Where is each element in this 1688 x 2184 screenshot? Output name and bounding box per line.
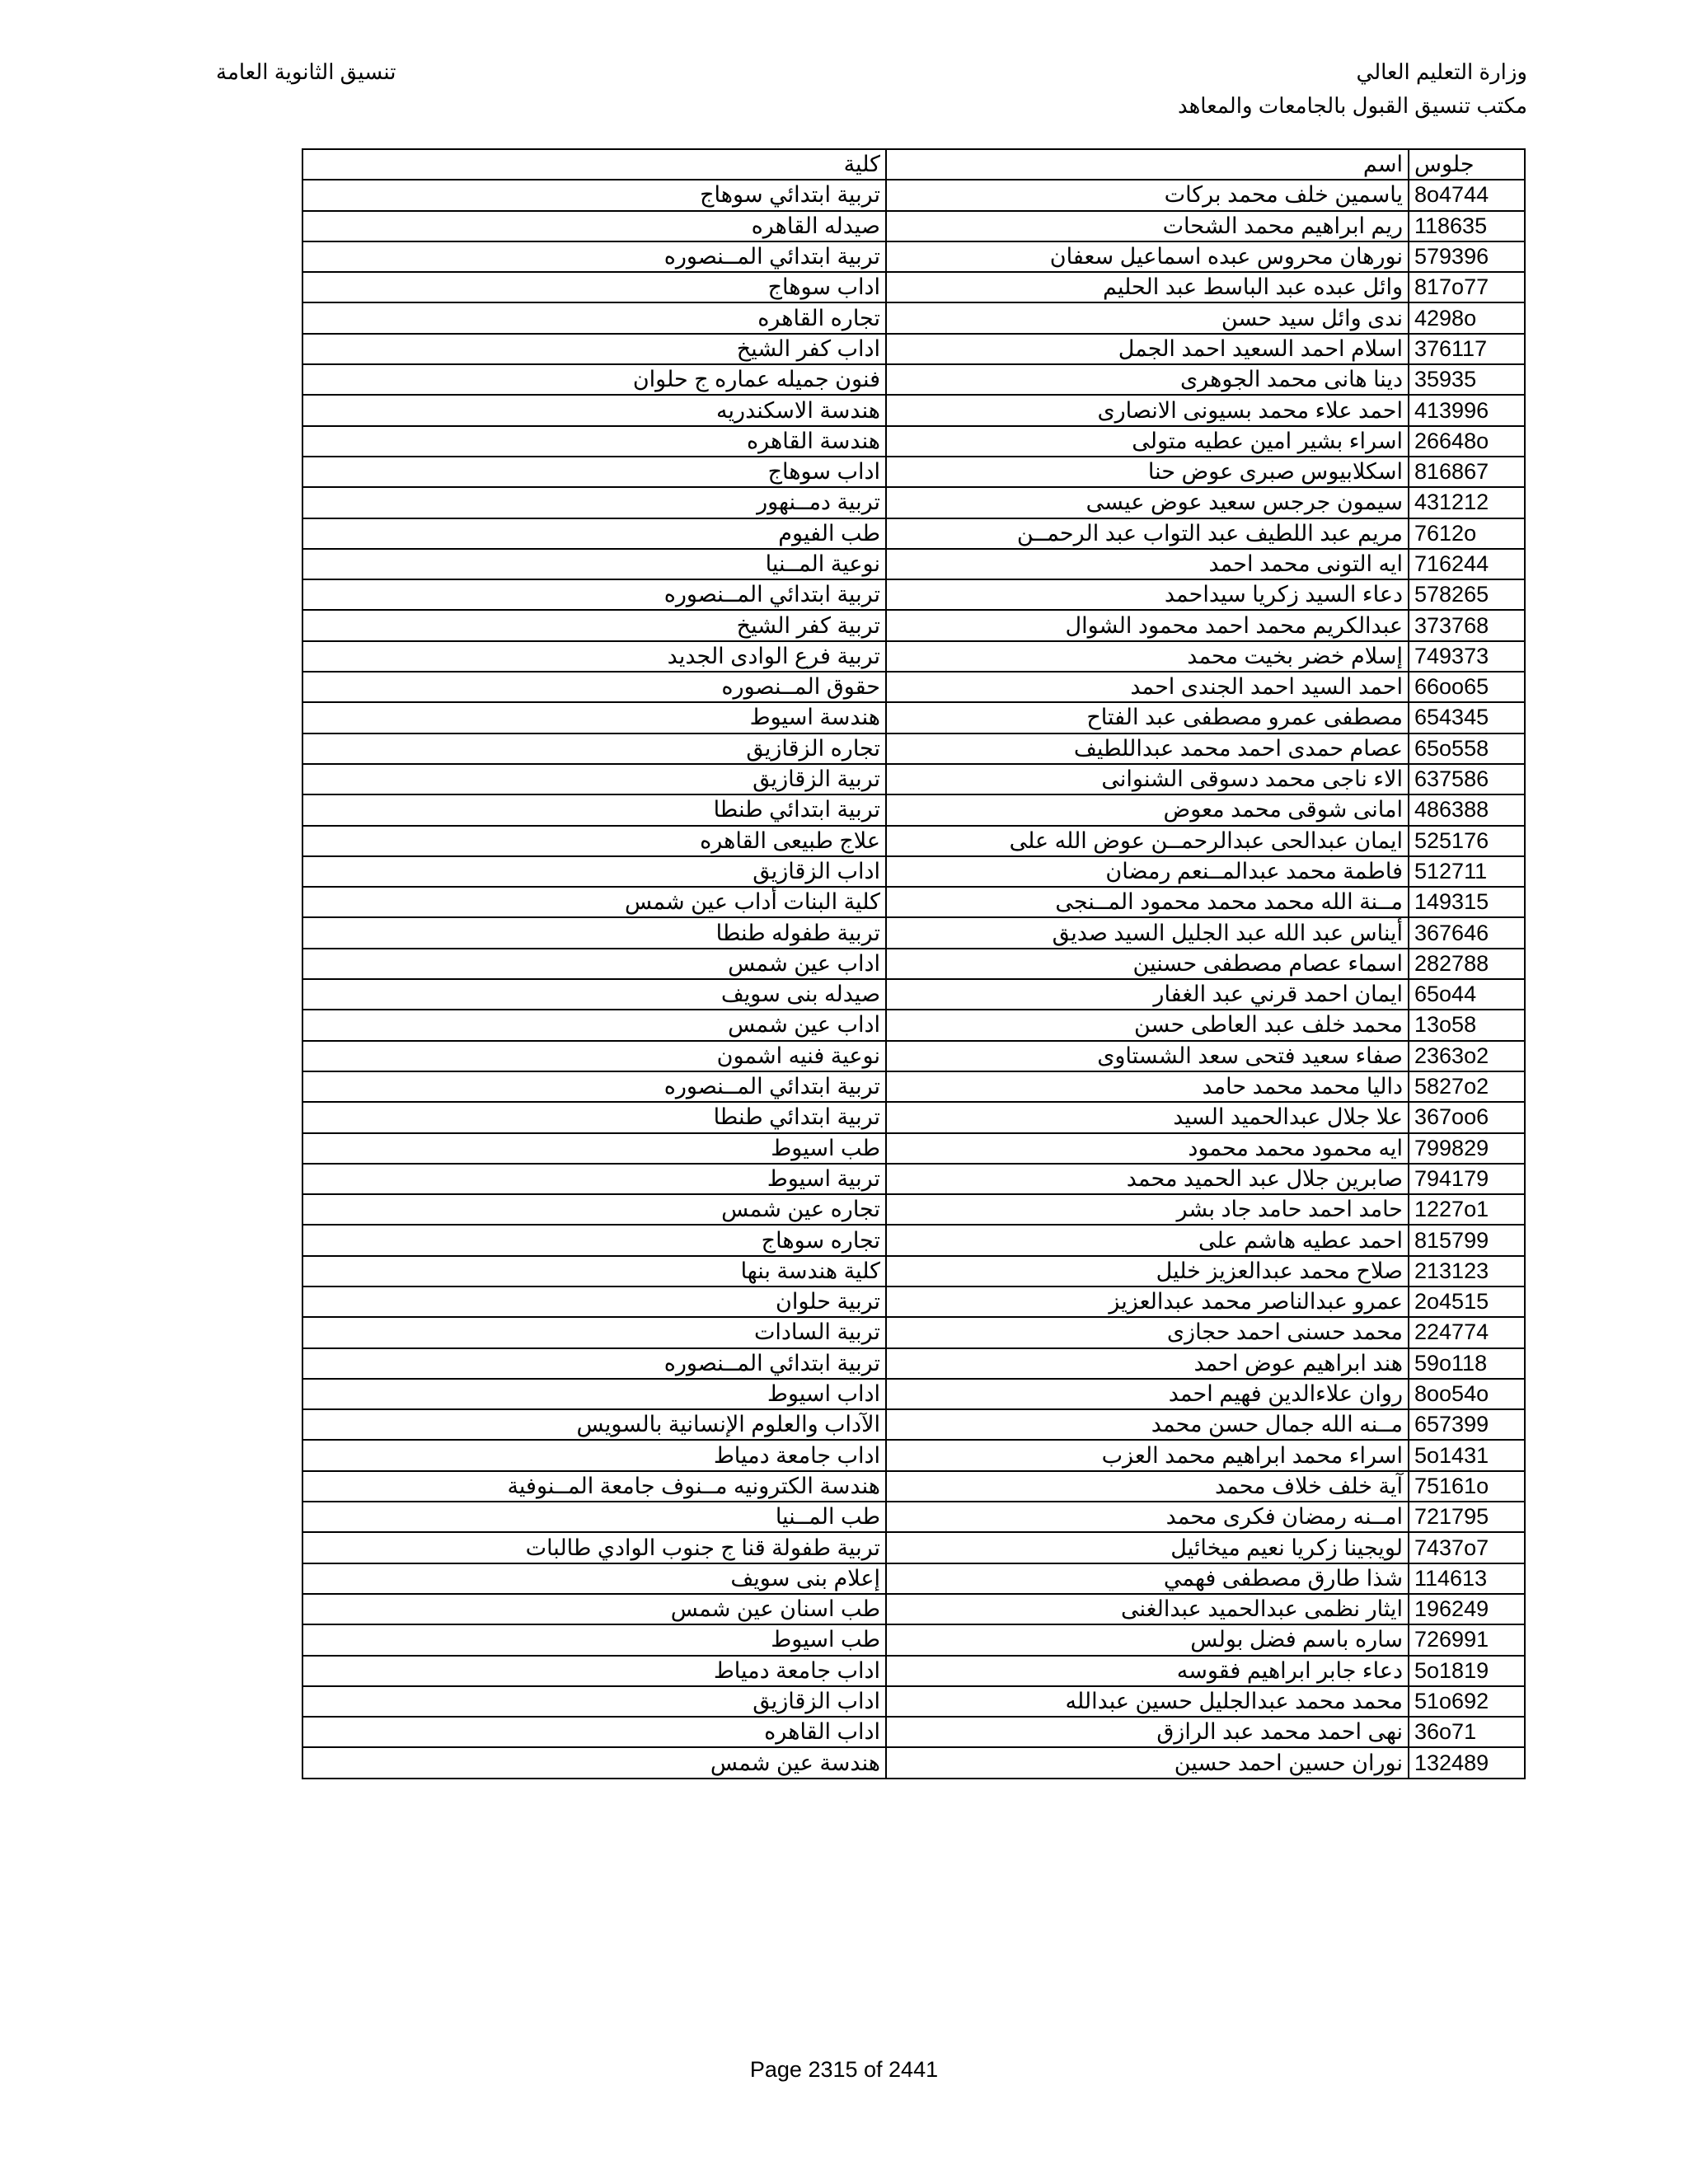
name-cell: الاء ناجى محمد دسوقى الشنوانى: [886, 764, 1409, 794]
seat-cell: 726991: [1409, 1624, 1525, 1655]
name-cell: سيمون جرجس سعيد عوض عيسى: [886, 487, 1409, 518]
table-row: [302, 334, 1525, 364]
college-cell: طب اسيوط: [302, 1624, 886, 1655]
seat-cell: 815799: [1409, 1225, 1525, 1255]
seat-cell: 65o44: [1409, 979, 1525, 1010]
seat-cell: 36o71: [1409, 1717, 1525, 1747]
table-row: [302, 610, 1525, 640]
header-name: اسم: [886, 149, 1409, 180]
table-row: [302, 887, 1525, 917]
name-cell: أيناس عبد الله عبد الجليل السيد صديق: [886, 917, 1409, 948]
seat-cell: 579396: [1409, 241, 1525, 272]
seat-cell: 794179: [1409, 1164, 1525, 1194]
college-cell: اداب عين شمس: [302, 1010, 886, 1040]
college-cell: طب اسيوط: [302, 1133, 886, 1164]
college-cell: تربية طفولة قنا ج جنوب الوادي طالبات: [302, 1532, 886, 1563]
seat-cell: 373768: [1409, 610, 1525, 640]
seat-cell: 224774: [1409, 1317, 1525, 1347]
college-cell: نوعية فنيه اشمون: [302, 1041, 886, 1071]
name-cell: احمد علاء محمد بسيونى الانصارى: [886, 395, 1409, 425]
table-row: [302, 702, 1525, 733]
name-cell: امانى شوقى محمد معوض: [886, 794, 1409, 825]
college-cell: تربية كفر الشيخ: [302, 610, 886, 640]
name-cell: ياسمين خلف محمد بركات: [886, 180, 1409, 210]
seat-cell: 5827o2: [1409, 1071, 1525, 1102]
table-row: [302, 1348, 1525, 1379]
seat-cell: 4298o: [1409, 302, 1525, 333]
seat-cell: 26648o: [1409, 426, 1525, 457]
page-number: Page 2315 of 2441: [749, 2057, 939, 2082]
seat-cell: 512711: [1409, 856, 1525, 887]
table-row: [302, 457, 1525, 487]
name-cell: صفاء سعيد فتحى سعد الشستاوى: [886, 1041, 1409, 1071]
table-row: [302, 1686, 1525, 1717]
table-row: [302, 1010, 1525, 1040]
name-cell: نوران حسين احمد حسين: [886, 1747, 1409, 1778]
name-cell: اسماء عصام مصطفى حسنين: [886, 949, 1409, 979]
seat-cell: 578265: [1409, 579, 1525, 610]
table-row: [302, 1624, 1525, 1655]
name-cell: صابرين جلال عبد الحميد محمد: [886, 1164, 1409, 1194]
name-cell: احمد السيد احمد الجندى احمد: [886, 672, 1409, 702]
seat-cell: 2363o2: [1409, 1041, 1525, 1071]
name-cell: اسراء محمد ابراهيم محمد العزب: [886, 1440, 1409, 1470]
seat-cell: 59o118: [1409, 1348, 1525, 1379]
seat-cell: 132489: [1409, 1747, 1525, 1778]
table-row: [302, 1102, 1525, 1132]
name-cell: حامد احمد حامد جاد بشر: [886, 1194, 1409, 1225]
results-table: [302, 148, 1526, 1779]
seat-cell: 367646: [1409, 917, 1525, 948]
name-cell: ايه التونى محمد احمد: [886, 549, 1409, 579]
college-cell: تربية اسيوط: [302, 1164, 886, 1194]
name-cell: علا جلال عبدالحميد السيد: [886, 1102, 1409, 1132]
seat-cell: 431212: [1409, 487, 1525, 518]
name-cell: اسكلابيوس صبرى عوض حنا: [886, 457, 1409, 487]
college-cell: طب المــنيا: [302, 1502, 886, 1532]
college-cell: تربية السادات: [302, 1317, 886, 1347]
college-cell: تربية فرع الوادى الجديد: [302, 641, 886, 672]
table-row: [302, 1133, 1525, 1164]
seat-cell: 5o1819: [1409, 1656, 1525, 1686]
college-cell: اداب الزقازيق: [302, 1686, 886, 1717]
name-cell: شذا طارق مصطفى فهمي: [886, 1563, 1409, 1594]
seat-cell: 35935: [1409, 364, 1525, 395]
college-cell: تجاره عين شمس: [302, 1194, 886, 1225]
seat-cell: 118635: [1409, 211, 1525, 241]
table-row: [302, 794, 1525, 825]
table-row: [302, 1071, 1525, 1102]
seat-cell: 75161o: [1409, 1471, 1525, 1502]
table-row: [302, 1440, 1525, 1470]
table-row: [302, 1532, 1525, 1563]
table-row: [302, 1379, 1525, 1409]
college-cell: تجاره الزقازيق: [302, 733, 886, 764]
seat-cell: 8o4744: [1409, 180, 1525, 210]
seat-cell: 5o1431: [1409, 1440, 1525, 1470]
college-cell: تربية طفوله طنطا: [302, 917, 886, 948]
name-cell: دينا هانى محمد الجوهرى: [886, 364, 1409, 395]
name-cell: اسلام احمد السعيد احمد الجمل: [886, 334, 1409, 364]
table-row: [302, 1747, 1525, 1778]
college-cell: اداب كفر الشيخ: [302, 334, 886, 364]
seat-cell: 525176: [1409, 826, 1525, 856]
name-cell: مريم عبد اللطيف عبد التواب عبد الرحمــن: [886, 518, 1409, 549]
name-cell: نورهان محروس عبده اسماعيل سعفان: [886, 241, 1409, 272]
ministry-title: وزارة التعليم العالي: [1356, 59, 1527, 84]
college-cell: اداب سوهاج: [302, 457, 886, 487]
table-row: [302, 1594, 1525, 1624]
seat-cell: 282788: [1409, 949, 1525, 979]
name-cell: روان علاءالدين فهيم احمد: [886, 1379, 1409, 1409]
name-cell: عبدالكريم محمد احمد محمود الشوال: [886, 610, 1409, 640]
college-cell: هندسة القاهره: [302, 426, 886, 457]
table-row: [302, 241, 1525, 272]
section-title: تنسيق الثانوية العامة: [216, 59, 396, 84]
table-row: [302, 764, 1525, 794]
table-row: [302, 917, 1525, 948]
seat-cell: 486388: [1409, 794, 1525, 825]
college-cell: تربية دمــنهور: [302, 487, 886, 518]
seat-cell: 637586: [1409, 764, 1525, 794]
table-row: [302, 1256, 1525, 1286]
college-cell: تربية ابتدائي سوهاج: [302, 180, 886, 210]
college-cell: تجاره القاهره: [302, 302, 886, 333]
seat-cell: 413996: [1409, 395, 1525, 425]
college-cell: هندسة الاسكندريه: [302, 395, 886, 425]
college-cell: علاج طبيعى القاهره: [302, 826, 886, 856]
table-row: [302, 1656, 1525, 1686]
seat-cell: 8oo54o: [1409, 1379, 1525, 1409]
name-cell: وائل عبده عبد الباسط عبد الحليم: [886, 272, 1409, 302]
name-cell: صلاح محمد عبدالعزيز خليل: [886, 1256, 1409, 1286]
seat-cell: 367oo6: [1409, 1102, 1525, 1132]
college-cell: اداب جامعة دمياط: [302, 1440, 886, 1470]
table-row: [302, 364, 1525, 395]
table-row: [302, 1286, 1525, 1317]
college-cell: تربية الزقازيق: [302, 764, 886, 794]
college-cell: صيدله بنى سويف: [302, 979, 886, 1010]
college-cell: تربية ابتدائي طنطا: [302, 794, 886, 825]
name-cell: محمد حسنى احمد حجازى: [886, 1317, 1409, 1347]
college-cell: طب اسنان عين شمس: [302, 1594, 886, 1624]
college-cell: تجاره سوهاج: [302, 1225, 886, 1255]
table-row: [302, 826, 1525, 856]
name-cell: إسلام خضر بخيت محمد: [886, 641, 1409, 672]
name-cell: محمد محمد عبدالجليل حسين عبدالله: [886, 1686, 1409, 1717]
seat-cell: 7437o7: [1409, 1532, 1525, 1563]
college-cell: إعلام بنى سويف: [302, 1563, 886, 1594]
table-row: [302, 549, 1525, 579]
name-cell: محمد خلف عبد العاطى حسن: [886, 1010, 1409, 1040]
table-row: [302, 1317, 1525, 1347]
seat-cell: 65o558: [1409, 733, 1525, 764]
seat-cell: 51o692: [1409, 1686, 1525, 1717]
seat-cell: 657399: [1409, 1409, 1525, 1440]
table-row: [302, 733, 1525, 764]
name-cell: دعاء السيد زكريا سيداحمد: [886, 579, 1409, 610]
seat-cell: 2o4515: [1409, 1286, 1525, 1317]
name-cell: ساره باسم فضل بولس: [886, 1624, 1409, 1655]
seat-cell: 721795: [1409, 1502, 1525, 1532]
table-row: [302, 426, 1525, 457]
college-cell: تربية حلوان: [302, 1286, 886, 1317]
seat-cell: 716244: [1409, 549, 1525, 579]
seat-cell: 654345: [1409, 702, 1525, 733]
name-cell: مــنة الله محمد محمد محمود المــنجى: [886, 887, 1409, 917]
table-row: [302, 1471, 1525, 1502]
college-cell: اداب اسيوط: [302, 1379, 886, 1409]
seat-cell: 196249: [1409, 1594, 1525, 1624]
name-cell: عمرو عبدالناصر محمد عبدالعزيز: [886, 1286, 1409, 1317]
college-cell: طب الفيوم: [302, 518, 886, 549]
office-title: مكتب تنسيق القبول بالجامعات والمعاهد: [1177, 93, 1527, 118]
table-row: [302, 180, 1525, 210]
seat-cell: 7612o: [1409, 518, 1525, 549]
name-cell: ايه محمود محمد محمود: [886, 1133, 1409, 1164]
college-cell: اداب الزقازيق: [302, 856, 886, 887]
table-row: [302, 856, 1525, 887]
seat-cell: 66oo65: [1409, 672, 1525, 702]
college-cell: حقوق المــنصوره: [302, 672, 886, 702]
college-cell: كلية البنات أداب عين شمس: [302, 887, 886, 917]
table-row: [302, 1041, 1525, 1071]
college-cell: تربية ابتدائي المــنصوره: [302, 1071, 886, 1102]
table-row: [302, 518, 1525, 549]
name-cell: هند ابراهيم عوض احمد: [886, 1348, 1409, 1379]
seat-cell: 13o58: [1409, 1010, 1525, 1040]
college-cell: هندسة الكترونيه مــنوف جامعة المــنوفية: [302, 1471, 886, 1502]
table-row: [302, 211, 1525, 241]
college-cell: هندسة اسيوط: [302, 702, 886, 733]
college-cell: اداب جامعة دمياط: [302, 1656, 886, 1686]
college-cell: اداب سوهاج: [302, 272, 886, 302]
name-cell: مصطفى عمرو مصطفى عبد الفتاح: [886, 702, 1409, 733]
name-cell: داليا محمد محمد حامد: [886, 1071, 1409, 1102]
table-row: [302, 1164, 1525, 1194]
college-cell: اداب عين شمس: [302, 949, 886, 979]
college-cell: كلية هندسة بنها: [302, 1256, 886, 1286]
table-header-row: [302, 149, 1525, 180]
name-cell: احمد عطيه هاشم على: [886, 1225, 1409, 1255]
table-row: [302, 395, 1525, 425]
seat-cell: 114613: [1409, 1563, 1525, 1594]
college-cell: تربية ابتدائي المــنصوره: [302, 579, 886, 610]
seat-cell: 817o77: [1409, 272, 1525, 302]
table-row: [302, 487, 1525, 518]
college-cell: هندسة عين شمس: [302, 1747, 886, 1778]
college-cell: تربية ابتدائي المــنصوره: [302, 1348, 886, 1379]
header-college: كلية: [302, 149, 886, 180]
table-row: [302, 579, 1525, 610]
name-cell: ايمان احمد قرني عبد الغفار: [886, 979, 1409, 1010]
table-row: [302, 672, 1525, 702]
name-cell: دعاء جابر ابراهيم فقوسه: [886, 1656, 1409, 1686]
header-seat: جلوس: [1409, 149, 1525, 180]
name-cell: ندى وائل سيد حسن: [886, 302, 1409, 333]
table-row: [302, 979, 1525, 1010]
name-cell: آية خلف خلاف محمد: [886, 1471, 1409, 1502]
seat-cell: 376117: [1409, 334, 1525, 364]
table-row: [302, 1409, 1525, 1440]
name-cell: ايثار نظمى عبدالحميد عبدالغنى: [886, 1594, 1409, 1624]
college-cell: اداب القاهره: [302, 1717, 886, 1747]
table-row: [302, 1225, 1525, 1255]
college-cell: نوعية المــنيا: [302, 549, 886, 579]
name-cell: نهى احمد محمد عبد الرازق: [886, 1717, 1409, 1747]
college-cell: تربية ابتدائي طنطا: [302, 1102, 886, 1132]
table-row: [302, 1563, 1525, 1594]
college-cell: تربية ابتدائي المــنصوره: [302, 241, 886, 272]
name-cell: مــنه الله جمال حسن محمد: [886, 1409, 1409, 1440]
seat-cell: 1227o1: [1409, 1194, 1525, 1225]
college-cell: الآداب والعلوم الإنسانية بالسويس: [302, 1409, 886, 1440]
name-cell: ريم ابراهيم محمد الشحات: [886, 211, 1409, 241]
name-cell: عصام حمدى احمد محمد عبداللطيف: [886, 733, 1409, 764]
table-row: [302, 1717, 1525, 1747]
seat-cell: 213123: [1409, 1256, 1525, 1286]
name-cell: ايمان عبدالحى عبدالرحمــن عوض الله على: [886, 826, 1409, 856]
seat-cell: 149315: [1409, 887, 1525, 917]
college-cell: فنون جميله عماره ج حلوان: [302, 364, 886, 395]
seat-cell: 816867: [1409, 457, 1525, 487]
table-row: [302, 949, 1525, 979]
name-cell: فاطمة محمد عبدالمــنعم رمضان: [886, 856, 1409, 887]
name-cell: امــنه رمضان فكرى محمد: [886, 1502, 1409, 1532]
seat-cell: 749373: [1409, 641, 1525, 672]
college-cell: صيدله القاهره: [302, 211, 886, 241]
table-row: [302, 1502, 1525, 1532]
name-cell: اسراء بشير امين عطيه متولى: [886, 426, 1409, 457]
table-row: [302, 272, 1525, 302]
table-row: [302, 302, 1525, 333]
seat-cell: 799829: [1409, 1133, 1525, 1164]
table-row: [302, 1194, 1525, 1225]
name-cell: لويجينا زكريا نعيم ميخائيل: [886, 1532, 1409, 1563]
table-row: [302, 641, 1525, 672]
